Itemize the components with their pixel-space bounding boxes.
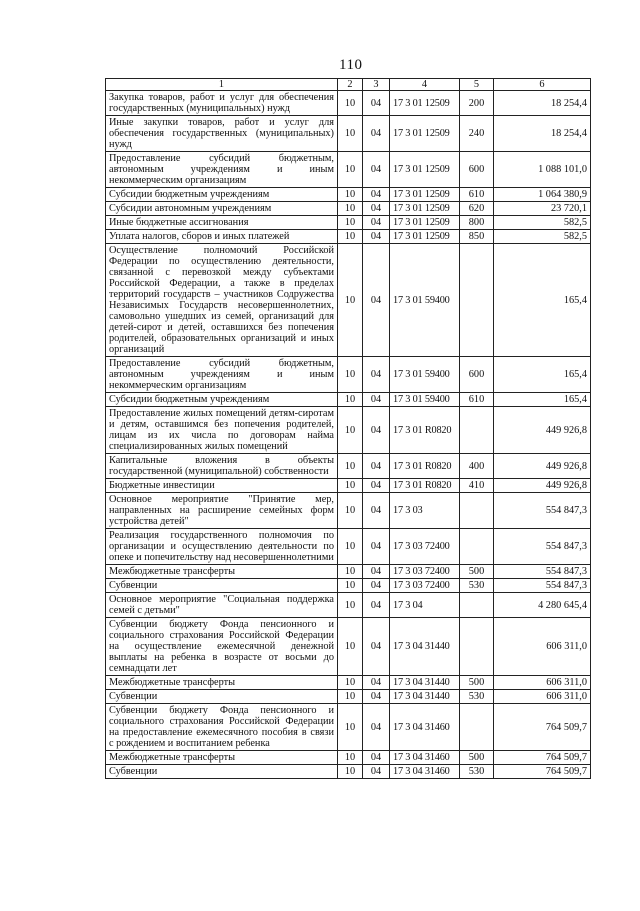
amount-cell: 606 311,0 xyxy=(494,618,591,676)
subsection-cell: 04 xyxy=(363,454,390,479)
target-article-cell: 17 3 01 12509 xyxy=(390,188,460,202)
subsection-cell: 04 xyxy=(363,751,390,765)
section-cell: 10 xyxy=(338,393,363,407)
page-number: 110 xyxy=(339,57,363,73)
expense-type-cell xyxy=(460,529,494,565)
table-row xyxy=(106,244,591,357)
budget-table xyxy=(105,78,591,779)
amount-cell: 1 088 101,0 xyxy=(494,152,591,188)
expense-type-cell: 400 xyxy=(460,454,494,479)
column-header-1: 1 xyxy=(106,79,338,91)
target-article-cell: 17 3 03 72400 xyxy=(390,565,460,579)
section-cell: 10 xyxy=(338,676,363,690)
target-article-cell: 17 3 01 12509 xyxy=(390,116,460,152)
expense-type-cell xyxy=(460,593,494,618)
amount-cell: 582,5 xyxy=(494,216,591,230)
row-name-cell: Субсидии бюджетным учреждениям xyxy=(106,188,338,202)
section-cell: 10 xyxy=(338,407,363,454)
subsection-cell: 04 xyxy=(363,357,390,393)
table-row xyxy=(106,407,591,454)
target-article-cell: 17 3 04 xyxy=(390,593,460,618)
subsection-cell: 04 xyxy=(363,202,390,216)
amount-cell: 1 064 380,9 xyxy=(494,188,591,202)
subsection-cell: 04 xyxy=(363,116,390,152)
subsection-cell: 04 xyxy=(363,393,390,407)
table-row xyxy=(106,216,591,230)
subsection-cell: 04 xyxy=(363,479,390,493)
subsection-cell: 04 xyxy=(363,188,390,202)
target-article-cell: 17 3 04 31440 xyxy=(390,690,460,704)
section-cell: 10 xyxy=(338,479,363,493)
row-name-cell: Уплата налогов, сборов и иных платежей xyxy=(106,230,338,244)
subsection-cell: 04 xyxy=(363,216,390,230)
target-article-cell: 17 3 01 12509 xyxy=(390,152,460,188)
section-cell: 10 xyxy=(338,357,363,393)
row-name-cell: Субвенции xyxy=(106,765,338,779)
row-name-cell: Бюджетные инвестиции xyxy=(106,479,338,493)
row-name-cell: Основное мероприятие "Принятие мер, направленных на расширение семейных форм устройства детей" xyxy=(106,493,338,529)
section-cell: 10 xyxy=(338,202,363,216)
subsection-cell: 04 xyxy=(363,244,390,357)
row-name-cell: Субсидии бюджетным учреждениям xyxy=(106,393,338,407)
section-cell: 10 xyxy=(338,529,363,565)
amount-cell: 449 926,8 xyxy=(494,454,591,479)
expense-type-cell: 610 xyxy=(460,393,494,407)
expense-type-cell: 500 xyxy=(460,676,494,690)
target-article-cell: 17 3 01 12509 xyxy=(390,202,460,216)
table-row xyxy=(106,91,591,116)
section-cell: 10 xyxy=(338,579,363,593)
amount-cell: 582,5 xyxy=(494,230,591,244)
section-cell: 10 xyxy=(338,618,363,676)
row-name-cell: Субвенции бюджету Фонда пенсионного и социального страхования Российской Федерации на осуществление ежемесячной денежной выплаты на ребенка в возрасте от восьми до семнадцати лет xyxy=(106,618,338,676)
table-row xyxy=(106,393,591,407)
column-header-4: 4 xyxy=(390,79,460,91)
subsection-cell: 04 xyxy=(363,91,390,116)
target-article-cell: 17 3 01 12509 xyxy=(390,91,460,116)
table-row xyxy=(106,690,591,704)
subsection-cell: 04 xyxy=(363,579,390,593)
section-cell: 10 xyxy=(338,765,363,779)
target-article-cell: 17 3 01 59400 xyxy=(390,357,460,393)
target-article-cell: 17 3 01 R0820 xyxy=(390,454,460,479)
column-header-5: 5 xyxy=(460,79,494,91)
table-row xyxy=(106,565,591,579)
section-cell: 10 xyxy=(338,593,363,618)
expense-type-cell: 600 xyxy=(460,152,494,188)
expense-type-cell: 530 xyxy=(460,579,494,593)
target-article-cell: 17 3 01 59400 xyxy=(390,393,460,407)
amount-cell: 18 254,4 xyxy=(494,116,591,152)
row-name-cell: Межбюджетные трансферты xyxy=(106,676,338,690)
table-row xyxy=(106,704,591,751)
subsection-cell: 04 xyxy=(363,676,390,690)
section-cell: 10 xyxy=(338,704,363,751)
target-article-cell: 17 3 04 31460 xyxy=(390,704,460,751)
expense-type-cell: 240 xyxy=(460,116,494,152)
expense-type-cell: 410 xyxy=(460,479,494,493)
subsection-cell: 04 xyxy=(363,618,390,676)
subsection-cell: 04 xyxy=(363,529,390,565)
subsection-cell: 04 xyxy=(363,493,390,529)
table-row xyxy=(106,152,591,188)
section-cell: 10 xyxy=(338,690,363,704)
row-name-cell: Иные бюджетные ассигнования xyxy=(106,216,338,230)
subsection-cell: 04 xyxy=(363,407,390,454)
table-row xyxy=(106,493,591,529)
section-cell: 10 xyxy=(338,454,363,479)
amount-cell: 764 509,7 xyxy=(494,751,591,765)
amount-cell: 606 311,0 xyxy=(494,690,591,704)
target-article-cell: 17 3 01 59400 xyxy=(390,244,460,357)
section-cell: 10 xyxy=(338,751,363,765)
expense-type-cell: 500 xyxy=(460,565,494,579)
table-row xyxy=(106,765,591,779)
amount-cell: 23 720,1 xyxy=(494,202,591,216)
expense-type-cell: 530 xyxy=(460,690,494,704)
amount-cell: 606 311,0 xyxy=(494,676,591,690)
table-row xyxy=(106,454,591,479)
row-name-cell: Основное мероприятие "Социальная поддержка семей с детьми" xyxy=(106,593,338,618)
target-article-cell: 17 3 04 31440 xyxy=(390,676,460,690)
subsection-cell: 04 xyxy=(363,230,390,244)
column-header-6: 6 xyxy=(494,79,591,91)
expense-type-cell xyxy=(460,704,494,751)
subsection-cell: 04 xyxy=(363,565,390,579)
expense-type-cell: 200 xyxy=(460,91,494,116)
row-name-cell: Субвенции xyxy=(106,579,338,593)
expense-type-cell xyxy=(460,407,494,454)
section-cell: 10 xyxy=(338,230,363,244)
amount-cell: 165,4 xyxy=(494,357,591,393)
row-name-cell: Закупка товаров, работ и услуг для обеспечения государственных (муниципальных) нужд xyxy=(106,91,338,116)
target-article-cell: 17 3 03 72400 xyxy=(390,579,460,593)
section-cell: 10 xyxy=(338,216,363,230)
row-name-cell: Межбюджетные трансферты xyxy=(106,751,338,765)
row-name-cell: Предоставление субсидий бюджетным, автономным учреждениям и иным некоммерческим организациям xyxy=(106,152,338,188)
section-cell: 10 xyxy=(338,116,363,152)
expense-type-cell xyxy=(460,618,494,676)
target-article-cell: 17 3 03 xyxy=(390,493,460,529)
row-name-cell: Предоставление субсидий бюджетным, автономным учреждениям и иным некоммерческим организациям xyxy=(106,357,338,393)
expense-type-cell xyxy=(460,244,494,357)
target-article-cell: 17 3 01 12509 xyxy=(390,216,460,230)
row-name-cell: Субвенции бюджету Фонда пенсионного и социального страхования Российской Федерации на предоставление ежемесячного пособия в связи с рождением и воспитанием ребенка xyxy=(106,704,338,751)
subsection-cell: 04 xyxy=(363,765,390,779)
section-cell: 10 xyxy=(338,188,363,202)
amount-cell: 554 847,3 xyxy=(494,565,591,579)
subsection-cell: 04 xyxy=(363,593,390,618)
column-header-3: 3 xyxy=(363,79,390,91)
amount-cell: 764 509,7 xyxy=(494,704,591,751)
row-name-cell: Реализация государственного полномочия по организации и осуществлению деятельности по опеке и попечительству над несовершеннолетними xyxy=(106,529,338,565)
table-row xyxy=(106,676,591,690)
table-row xyxy=(106,529,591,565)
expense-type-cell: 610 xyxy=(460,188,494,202)
table-row xyxy=(106,479,591,493)
amount-cell: 554 847,3 xyxy=(494,493,591,529)
table-row xyxy=(106,357,591,393)
target-article-cell: 17 3 04 31440 xyxy=(390,618,460,676)
amount-cell: 449 926,8 xyxy=(494,407,591,454)
row-name-cell: Иные закупки товаров, работ и услуг для обеспечения государственных (муниципальных) нужд xyxy=(106,116,338,152)
table-row xyxy=(106,202,591,216)
amount-cell: 4 280 645,4 xyxy=(494,593,591,618)
target-article-cell: 17 3 01 12509 xyxy=(390,230,460,244)
expense-type-cell: 800 xyxy=(460,216,494,230)
table-row xyxy=(106,116,591,152)
table-row xyxy=(106,230,591,244)
section-cell: 10 xyxy=(338,244,363,357)
row-name-cell: Капитальные вложения в объекты государственной (муниципальной) собственности xyxy=(106,454,338,479)
subsection-cell: 04 xyxy=(363,690,390,704)
target-article-cell: 17 3 03 72400 xyxy=(390,529,460,565)
amount-cell: 18 254,4 xyxy=(494,91,591,116)
expense-type-cell: 620 xyxy=(460,202,494,216)
row-name-cell: Субвенции xyxy=(106,690,338,704)
section-cell: 10 xyxy=(338,152,363,188)
table-row xyxy=(106,188,591,202)
expense-type-cell: 600 xyxy=(460,357,494,393)
column-header-2: 2 xyxy=(338,79,363,91)
table-header-row xyxy=(106,79,591,91)
section-cell: 10 xyxy=(338,493,363,529)
subsection-cell: 04 xyxy=(363,152,390,188)
table-row xyxy=(106,618,591,676)
target-article-cell: 17 3 01 R0820 xyxy=(390,479,460,493)
row-name-cell: Субсидии автономным учреждениям xyxy=(106,202,338,216)
table-row xyxy=(106,579,591,593)
row-name-cell: Межбюджетные трансферты xyxy=(106,565,338,579)
table-row xyxy=(106,751,591,765)
row-name-cell: Предоставление жилых помещений детям-сиротам и детям, оставшимся без попечения родителей, лицам из их числа по договорам найма специализированных жилых помещений xyxy=(106,407,338,454)
amount-cell: 554 847,3 xyxy=(494,529,591,565)
amount-cell: 449 926,8 xyxy=(494,479,591,493)
subsection-cell: 04 xyxy=(363,704,390,751)
target-article-cell: 17 3 01 R0820 xyxy=(390,407,460,454)
table-body xyxy=(106,91,591,779)
section-cell: 10 xyxy=(338,91,363,116)
amount-cell: 165,4 xyxy=(494,393,591,407)
amount-cell: 764 509,7 xyxy=(494,765,591,779)
expense-type-cell: 500 xyxy=(460,751,494,765)
row-name-cell: Осуществление полномочий Российской Федерации по осуществлению деятельности, связанной с перевозкой между субъектами Российской Федерации, а также в пределах территорий государств – участников Содружества Независимых Государств несовершеннолетних, самовольно ушедших из семей, организаций для детей-сирот и детей, оставшихся без попечения родителей, образовательных организаций и иных организаций xyxy=(106,244,338,357)
expense-type-cell: 850 xyxy=(460,230,494,244)
amount-cell: 554 847,3 xyxy=(494,579,591,593)
target-article-cell: 17 3 04 31460 xyxy=(390,765,460,779)
section-cell: 10 xyxy=(338,565,363,579)
expense-type-cell: 530 xyxy=(460,765,494,779)
target-article-cell: 17 3 04 31460 xyxy=(390,751,460,765)
expense-type-cell xyxy=(460,493,494,529)
table-row xyxy=(106,593,591,618)
amount-cell: 165,4 xyxy=(494,244,591,357)
